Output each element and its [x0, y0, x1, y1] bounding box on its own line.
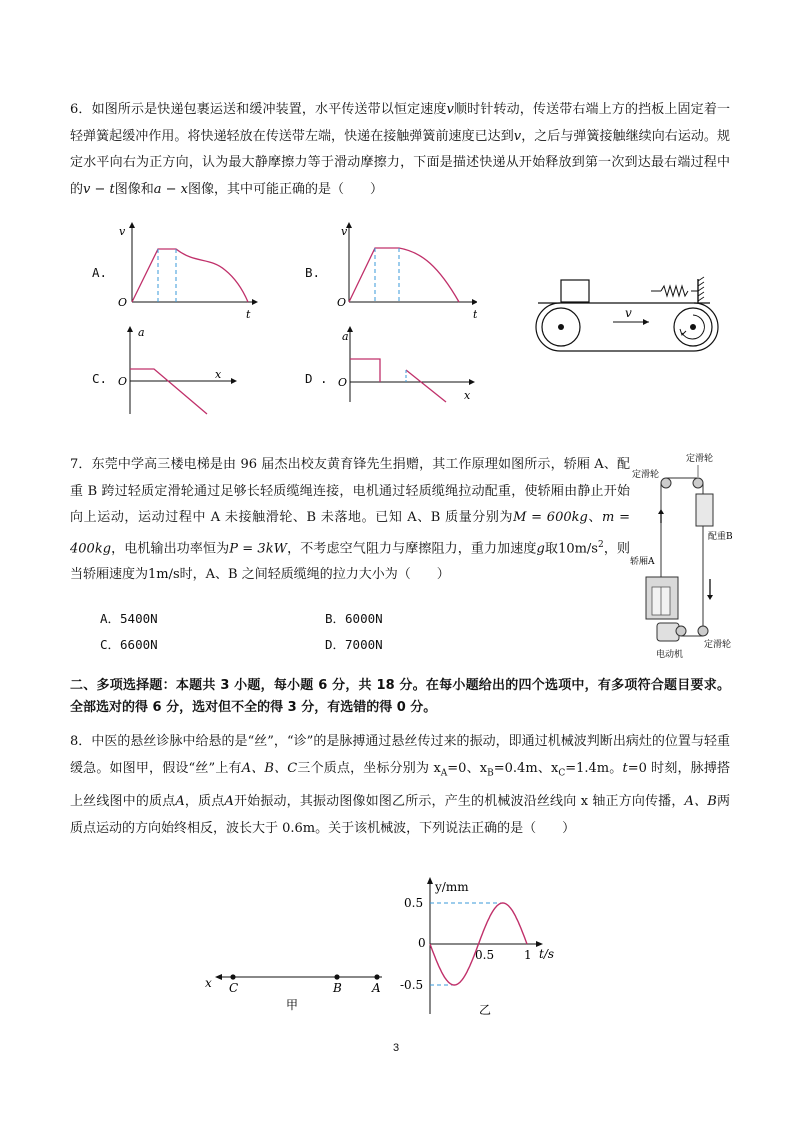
q6-graph-a	[110, 222, 260, 322]
q7-option-d: D．7000N	[325, 637, 383, 652]
yi-y-pos: 0.5	[404, 896, 424, 910]
point-a	[374, 974, 379, 979]
belt-velocity-label: v	[625, 306, 632, 320]
counterweight-label: 配重B	[708, 532, 733, 542]
graph-d-step	[350, 359, 380, 382]
yi-y-zero: 0	[418, 936, 426, 950]
point-c-label: C	[229, 981, 239, 995]
q6-option-c-label: C.	[92, 371, 108, 386]
point-a-label: A	[372, 981, 381, 995]
point-c	[230, 974, 235, 979]
graph-d-x-label: x	[464, 389, 471, 402]
q7-option-c: C．6600N	[100, 637, 158, 652]
graph-d-origin: O	[338, 376, 348, 389]
pulley-bottom-label: 定滑轮	[704, 640, 732, 650]
point-b-label: B	[333, 981, 342, 995]
graph-c-origin: O	[118, 375, 128, 388]
q6-option-a-label: A.	[92, 265, 108, 280]
q6-graph-c	[112, 326, 252, 416]
graph-a-v-label: v	[119, 225, 126, 238]
counterweight-b	[696, 494, 713, 526]
graph-a-t-label: t	[246, 308, 251, 321]
pulley-bottom	[698, 626, 708, 636]
pulley-left-label: 定滑轮	[632, 470, 660, 480]
yi-y-label: y/mm	[435, 880, 469, 894]
car-label: 轿厢A	[630, 557, 655, 567]
page-number: 3	[393, 1042, 400, 1054]
q6-stem: 6．如图所示是快递包裹运送和缓冲装置，水平传送带以恒定速度v顺时针转动，传送带右端上方的挡板上固定着一轻弹簧起缓冲作用。将快递轻放在传送带左端，快递在接触弹簧前速度已达到v，之后与弹簧接触继续向右运动。规定水平向右为正方向，认为最大静摩擦力等于滑动摩擦力，下面是描述快递从开始释放到第一次到达最右端过程中的v − t图像和a − x图像，其中可能正确的是（ ）	[70, 102, 730, 197]
graph-c-x-label: x	[215, 368, 222, 381]
q6-option-b-label: B.	[305, 265, 321, 280]
q8-stem: 8．中医的悬丝诊脉中给悬的是“丝”，“诊”的是脉搏通过悬丝传过来的振动，即通过机械波判断出病灶的位置与轻重缓急。如图甲，假设“丝”上有A、B、C三个质点，坐标分别为 $x_A=0$、$x_B=0.4m$、$x_C=1.4m$。t=0 时刻，脉搏搭上丝线图中的质点A，质点A开始振动，其振动图像如图乙所示，产生的机械波沿丝线向 x 轴正方向传播，A、B两质点运动的方向始终相反，波长大于 0.6m。关于该机械波，下列说法正确的是（ ）	[70, 734, 731, 836]
jia-caption: 甲	[286, 998, 299, 1012]
q6-option-d-label: D .	[305, 371, 328, 386]
graph-c-a-label: a	[138, 326, 145, 339]
spring	[661, 286, 688, 296]
yi-y-neg: -0.5	[400, 978, 424, 992]
yi-x-label: t/s	[539, 947, 555, 961]
q6-conveyor-figure	[533, 275, 728, 360]
graph-d-a-label: a	[342, 330, 349, 343]
q6-graph-d	[330, 326, 480, 406]
q8-figure-jia	[200, 965, 390, 1025]
graph-b-t-label: t	[473, 308, 477, 321]
q7-elevator-figure	[628, 447, 740, 662]
yi-t2: 1	[524, 948, 532, 962]
jia-x-label: x	[205, 976, 212, 990]
yi-t1: 0.5	[475, 948, 495, 962]
q8-figure-yi	[395, 874, 565, 1019]
section-2-heading: 二、多项选择题：本题共 3 小题，每小题 6 分，共 18 分。在每小题给出的四个选项中，有多项符合题目要求。全部选对的得 6 分，选对但不全的得 3 分，有选错的得 0 分。	[70, 678, 730, 715]
graph-a-curve	[132, 249, 248, 302]
graph-b-origin: O	[337, 296, 347, 309]
q7-option-a: A．5400N	[100, 611, 158, 626]
q7-option-b: B．6000N	[325, 611, 383, 626]
q7-stem: 7．东莞中学高三楼电梯是由 96 届杰出校友黄育锋先生捐赠，其工作原理如图所示，轿厢 A、配重 B 跨过轻质定滑轮通过足够长轻质缆绳连接，电机通过轻质缆绳拉动配重，使轿厢由静止开始向上运动，运动过程中 A 未接触滑轮、B 未落地。已知 A、B 质量分别为M = 600kg、m = 400kg，电机输出功率恒为P = 3kW，不考虑空气阻力与摩擦阻力，重力加速度g取$10m/s^2$，则当轿厢速度为1m/s时，A、B 之间轻质缆绳的拉力大小为（ ）	[70, 457, 631, 583]
graph-b-curve	[349, 248, 459, 302]
pulley-top-label: 定滑轮	[686, 454, 714, 464]
graph-c-line	[130, 369, 207, 414]
point-b	[334, 974, 339, 979]
pulley-top	[693, 478, 703, 488]
parcel-box	[561, 280, 589, 302]
motor-label: 电动机	[656, 650, 684, 660]
graph-b-v-label: v	[341, 225, 348, 238]
q6-graph-b	[327, 222, 477, 322]
graph-a-origin: O	[118, 296, 128, 309]
yi-caption: 乙	[479, 1003, 492, 1017]
pulley-left	[661, 478, 671, 488]
